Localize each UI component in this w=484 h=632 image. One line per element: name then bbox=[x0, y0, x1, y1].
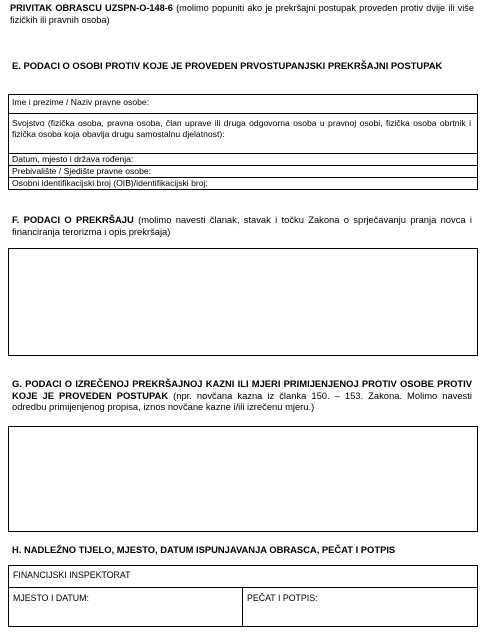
section-e-title: E. PODACI O OSOBI PROTIV KOJE JE PROVEDEN PRVOSTUPANJSKI PREKRŠAJNI POSTUPAK bbox=[12, 60, 443, 71]
authority-field bbox=[9, 566, 477, 588]
section-e-table bbox=[8, 94, 478, 190]
section-f-note: (molimo navesti članak, stavak i točku Zakona o sprječavanju pranja novca i financiranja terorizma i opis prekršaja) bbox=[12, 214, 472, 237]
place-date-field[interactable] bbox=[9, 588, 243, 626]
capacity-field[interactable] bbox=[9, 113, 477, 153]
stamp-signature-field[interactable] bbox=[243, 588, 477, 626]
sanction-details-textarea[interactable] bbox=[8, 426, 478, 532]
stamp-signature-label: PEČAT I POTPIS: bbox=[247, 593, 318, 603]
oib-field-label: Osobni identifikacijski broj (OIB)/identifikacijski broj: bbox=[12, 178, 208, 188]
section-f-heading bbox=[12, 214, 472, 237]
authority-name: FINANCIJSKI INSPEKTORAT bbox=[13, 570, 131, 580]
section-h-table bbox=[8, 565, 478, 627]
birth-field[interactable] bbox=[9, 153, 477, 165]
birth-field-label: Datum, mjesto i država rođenja: bbox=[12, 154, 134, 164]
section-g-title: G. PODACI O IZREČENOJ PREKRŠAJNOJ KAZNI ILI MJERI PRIMIJENJENOJ PROTIV OSOBE PROTIV KOJE JE PROVEDEN POSTUPAK bbox=[12, 378, 472, 401]
name-field[interactable] bbox=[9, 95, 477, 113]
section-g-note: (npr. novčana kazna iz članka 150. – 153. Zakona. Molimo navesti odredbu primijenjenog propisa, iznos novčane kazne i/ili izrečenu mjeru.) bbox=[12, 389, 472, 412]
capacity-field-label: Svojstvo (fizička osoba, pravna osoba, član uprave ili druga odgovorna osoba u pravnoj osobi, fizička osoba obrtnik i fizička osoba koja obavlja drugu samostalnu djelatnost): bbox=[12, 118, 471, 139]
oib-field[interactable] bbox=[9, 177, 477, 190]
name-field-label: Ime i prezime / Naziv pravne osobe: bbox=[12, 97, 150, 107]
offence-details-textarea[interactable] bbox=[8, 248, 478, 356]
section-f-title: F. PODACI O PREKRŠAJU bbox=[12, 214, 134, 225]
intro-note: (molimo popuniti ako je prekršajni postupak proveden protiv dvije ili više fizičkih ili pravnih osoba) bbox=[10, 3, 474, 25]
form-reference: PRIVITAK OBRASCU UZSPN-O-148-6 bbox=[10, 3, 173, 13]
place-date-label: MJESTO I DATUM: bbox=[13, 593, 89, 603]
attachment-intro bbox=[10, 3, 474, 26]
section-h-title: H. NADLEŽNO TIJELO, MJESTO, DATUM ISPUNJAVANJA OBRASCA, PEČAT I POTPIS bbox=[12, 544, 396, 555]
section-g-heading bbox=[12, 378, 472, 413]
residence-field[interactable] bbox=[9, 165, 477, 177]
residence-field-label: Prebivalište / Sjedište pravne osobe: bbox=[12, 166, 152, 176]
